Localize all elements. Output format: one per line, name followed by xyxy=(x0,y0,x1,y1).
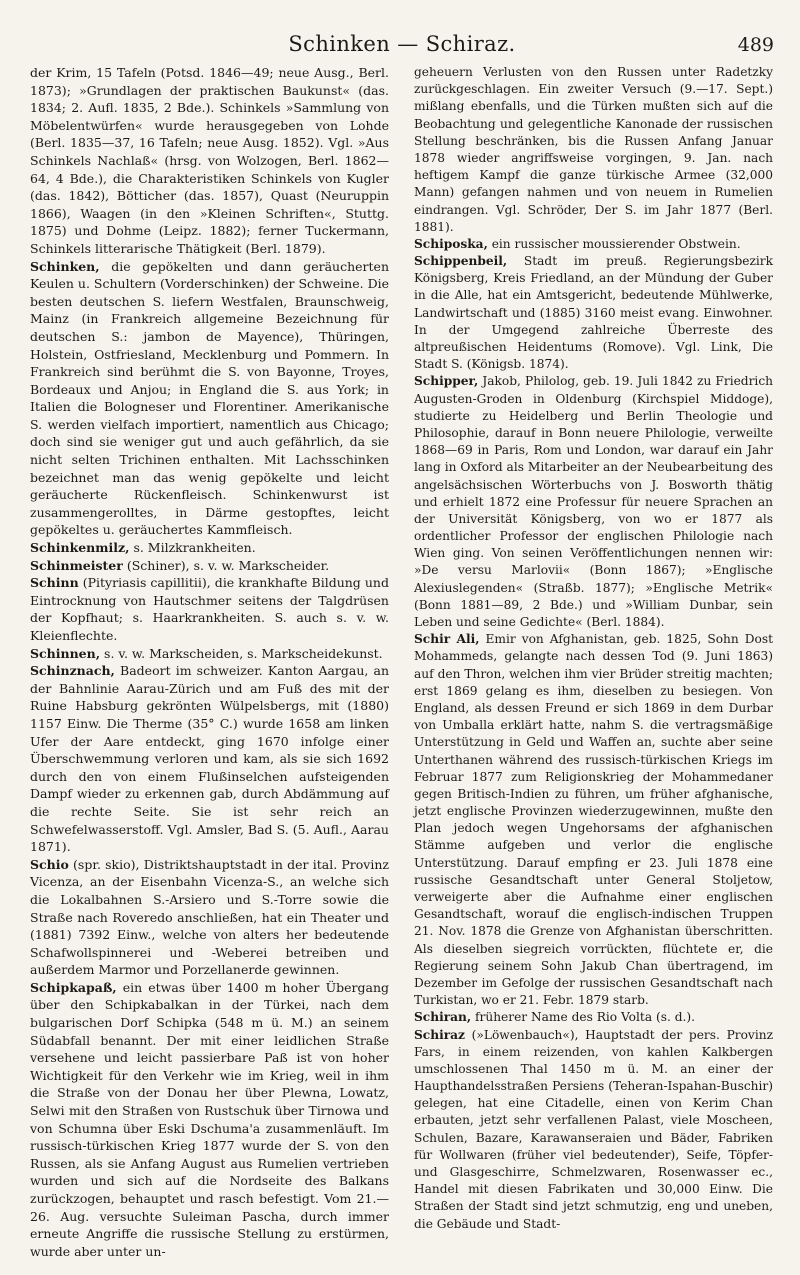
dictionary-entry xyxy=(414,1027,773,1233)
dictionary-entry xyxy=(414,64,773,236)
entry-text: ein russischer moussierender Obstwein. xyxy=(491,236,741,251)
page-header xyxy=(30,32,774,62)
entry-headword: Schipkapaß, xyxy=(30,979,117,995)
entry-text: (Pityriasis capillitii), die krankhafte Bildung und Eintrocknung von Hautschmer seitens der Talgdrüsen der Kopfhaut; s. Haarkrankheiten. S. auch s. v. w. Kleienflechte. xyxy=(30,575,389,643)
entry-text: (Schiner), s. v. w. Markscheider. xyxy=(126,557,330,573)
entry-text: ein etwas über 1400 m hoher Übergang über den Schipkabalkan in der Türkei, nach dem bulgarischen Dorf Schipka (548 m ü. M.) an seinem Südabfall benannt. Der mit einer leidlichen Straße versehene und leicht passierbare Paß ist von hoher Wichtigkeit für den Verkehr wie im Krieg, weil in ihm die Straße von der Donau her über Plewna, Lowatz, Selwi mit den Straßen von Rustschuk über Tirnowa und von Schumna über Eski Dschuma'a zusammenläuft. Im russisch-türkischen Krieg 1877 wurde der S. von den Russen, als sie Anfang August aus Rumelien vertrieben wurden und sich auf die Nordseite des Balkans zurückzogen, behauptet und rasch befestigt. Vom 21.—26. Aug. versuchte Suleiman Pascha, durch immer erneute Angriffe die russische Stellung zu erstürmen, wurde aber unter un- xyxy=(30,979,389,1259)
entry-headword: Schinn xyxy=(30,575,79,591)
entry-headword: Schinnen, xyxy=(30,645,101,661)
entry-text: der Krim, 15 Tafeln (Potsd. 1846—49; neue Ausg., Berl. 1873); »Grundlagen der praktischen Baukunst« (das. 1834; 2. Aufl. 1835, 2 Bde.). Schinkels »Sammlung von Möbelentwürfen« wurde herausgegeben von Lohde (Berl. 1835—37, 16 Tafeln; neue Ausg. 1852). Vgl. »Aus Schinkels Nachlaß« (hrsg. von Wolzogen, Berl. 1862—64, 4 Bde.), die Charakteristiken Schinkels von Kugler (das. 1842), Bötticher (das. 1857), Quast (Neuruppin 1866), Waagen (in den »Kleinen Schriften«, Stuttg. 1875) und Dohme (Leipz. 1882); ferner Tuckermann, Schinkels litterarische Thätigkeit (Berl. 1879). xyxy=(30,65,389,256)
entry-headword: Schipper, xyxy=(414,374,479,389)
entry-headword: Schiran, xyxy=(414,1010,472,1025)
entry-headword: Schiraz xyxy=(414,1027,465,1042)
dictionary-entry xyxy=(30,258,389,540)
entry-text: Badeort im schweizer. Kanton Aargau, an der Bahnlinie Aarau-Zürich und am Fuß des mit der Ruine Habsburg gekrönten Wülpelsbergs, mit (1880) 1157 Einw. Die Therme (35° C.) wurde 1658 am linken Ufer der Aare entdeckt, ging 1670 infolge einer Überschwemmung verloren und kam, als sie sich 1692 durch den von einem Flußinselchen aufsteigenden Dampf wieder zu erkennen gab, durch Abdämmung auf die rechte Seite. Sie ist sehr reich an Schwefelwasserstoff. Vgl. Amsler, Bad S. (5. Aufl., Aarau 1871). xyxy=(30,663,389,855)
entry-text: (»Löwenbauch«), Hauptstadt der pers. Provinz Fars, in einem reizenden, von kahlen Kalkbergen umschlossenen Thal 1450 m ü. M. an einer der Haupthandelsstraßen Persiens (Teheran-Ispahan-Buschir) gelegen, hat eine Citadelle, einen von Kerim Chan erbauten, jetzt sehr verfallenen Palast, viele Moscheen, Schulen, Bazare, Karawanseraien und Bäder, Fabriken für Wollwaren (früher viel bedeutender), Seife, Töpfer- und Glasgeschirre, Schmelzwaren, Rosenwasser ec., Handel mit diesen Fabrikaten und 30,000 Einw. Die Straßen der Stadt sind jetzt schmutzig, eng und uneben, die Gebäude und Stadt- xyxy=(414,1027,773,1231)
entry-headword: Schinken, xyxy=(30,258,100,274)
entry-text: s. v. w. Markscheiden, s. Markscheidekunst. xyxy=(104,645,383,661)
dictionary-entry xyxy=(30,64,389,258)
page-number: 489 xyxy=(737,34,774,56)
dictionary-entry xyxy=(30,856,389,979)
dictionary-entry xyxy=(30,645,389,663)
running-head: Schinken — Schiraz. xyxy=(288,32,516,56)
entry-text: Emir von Afghanistan, geb. 1825, Sohn Dost Mohammeds, gelangte nach dessen Tod (9. Juni 1863) auf den Thron, welchen ihm vier Brüder streitig machten; erst 1869 gelang es ihm, dieselben zu besiegen. Von England, als dessen Freund er sich 1869 in dem Durbar von Umballa erklärt hatte, nahm S. die vertragsmäßige Unterstützung in Geld und Waffen an, suchte aber seine Unterthanen während des russisch-türkischen Kriegs im Februar 1877 zum Religionskrieg der Mohammedaner gegen Britisch-Indien zu führen, um früher afghanische, jetzt englische Provinzen wiederzugewinnen, mußte den Plan jedoch wegen Ungehorsams der afghanischen Stämme aufgeben und verlor die englische Unterstützung. Darauf empfing er 23. Juli 1878 eine russische Gesandtschaft unter General Stoljetow, verweigerte aber die Aufnahme einer englischen Gesandtschaft, worauf die englisch-indischen Truppen 21. Nov. 1878 die Grenze von Afghanistan überschritten. Als dieselben siegreich vorrückten, flüchtete er, die Regierung seinem Sohn Jakub Chan übertragend, im Dezember im Gefolge der russischen Gesandtschaft nach Turkistan, wo er 21. Febr. 1879 starb. xyxy=(414,632,774,1008)
entry-headword: Schinznach, xyxy=(30,663,115,679)
right-column xyxy=(414,64,773,1233)
entry-headword: Schir Ali, xyxy=(414,632,480,647)
entry-headword: Schippenbeil, xyxy=(414,254,508,269)
entry-headword: Schinkenmilz, xyxy=(30,540,130,556)
entry-text: Jakob, Philolog, geb. 19. Juli 1842 zu Friedrich Augusten-Groden in Oldenburg (Kirchspiel Middoge), studierte zu Heidelberg und Berlin Theologie und Philosophie, darauf in Bonn neuere Philologie, verweilte 1868—69 in Paris, Rom und London, war darauf ein Jahr lang in Oxford als Mitarbeiter an der Neubearbeitung des angelsächsischen Wörterbuchs von J. Bosworth thätig und erhielt 1872 eine Professur für neuere Sprachen an der Universität Königsberg, von wo er 1877 als ordentlicher Professor der englischen Philologie nach Wien ging. Von seinen Veröffentlichungen nennen wir: »De versu Marlovii« (Bonn 1867); »Englische Alexiuslegenden« (Straßb. 1877); »Englische Metrik« (Bonn 1881—89, 2 Bde.) und »William Dunbar, sein Leben und seine Gedichte« (Berl. 1884). xyxy=(414,374,774,629)
dictionary-entry xyxy=(30,979,389,1261)
entry-text: geheuern Verlusten von den Russen unter Radetzky zurückgeschlagen. Ein zweiter Versuch (9.—17. Sept.) mißlang ebenfalls, und die Türken mußten sich auf die Beobachtung und gelegentliche Kanonade der russischen Stellung beschränken, bis die Russen Anfang Januar 1878 wieder angriffsweise vorgingen, 9. Jan. nach heftigem Kampf die ganze türkische Armee (32,000 Mann) gefangen nahmen und von neuem in Rumelien eindrangen. Vgl. Schröder, Der S. im Jahr 1877 (Berl. 1881). xyxy=(414,65,773,234)
dictionary-entry xyxy=(414,373,773,631)
entry-text: (spr. skio), Distriktshauptstadt in der ital. Provinz Vicenza, an der Eisenbahn Vicenza-S., an welche sich die Lokalbahnen S.-Arsiero und S.-Torre sowie die Straße nach Roveredo anschließen, hat ein Theater und (1881) 7392 Einw., welche von alters her bedeutende Schafwollspinnerei und -Weberei betreiben und außerdem Marmor und Porzellanerde gewinnen. xyxy=(30,856,390,978)
entry-text: die gepökelten und dann geräucherten Keulen u. Schultern (Vorderschinken) der Schweine. Die besten deutschen S. liefern Westfalen, Braunschweig, Mainz (in Frankreich allgemeine Bezeichnung für deutschen S.: jambon de Mayence), Thüringen, Holstein, Ostfriesland, Mecklenburg und Pommern. In Frankreich sind berühmt die S. von Bayonne, Troyes, Bordeaux und Anjou; in England die S. aus York; in Italien die Bologneser und Florentiner. Amerikanische S. werden vielfach importiert, namentlich aus Chicago; doch sind sie weniger gut und auch gefährlich, da sie nicht selten Trichinen enthalten. Mit Lachsschinken bezeichnet man das wenig gepökelte und leicht geräucherte Rückenfleisch. Schinkenwurst ist zusammengerolltes, in Därme gestopftes, leicht gepökeltes u. geräuchertes Kammfleisch. xyxy=(30,258,389,538)
dictionary-entry xyxy=(414,631,773,1009)
entry-headword: Schiposka, xyxy=(414,236,488,251)
dictionary-entry xyxy=(414,1009,773,1026)
entry-headword: Schio xyxy=(30,856,69,872)
entry-text: früherer Name des Rio Volta (s. d.). xyxy=(475,1010,696,1025)
dictionary-entry xyxy=(30,539,389,557)
entry-text: s. Milzkrankheiten. xyxy=(133,540,256,556)
entry-text: Stadt im preuß. Regierungsbezirk Königsberg, Kreis Friedland, an der Mündung der Guber in die Alle, hat ein Amtsgericht, bedeutende Mühlwerke, Landwirtschaft und (1885) 3160 meist evang. Einwohner. In der Umgegend zahlreiche Überreste des altpreußischen Heidentums (Romove). Vgl. Link, Die Stadt S. (Königsb. 1874). xyxy=(414,254,774,372)
dictionary-entry xyxy=(30,574,389,644)
dictionary-entry xyxy=(414,236,773,253)
dictionary-entry xyxy=(414,253,773,373)
left-column xyxy=(30,64,389,1260)
entry-headword: Schinmeister xyxy=(30,557,123,573)
dictionary-entry xyxy=(30,557,389,575)
dictionary-entry xyxy=(30,662,389,856)
